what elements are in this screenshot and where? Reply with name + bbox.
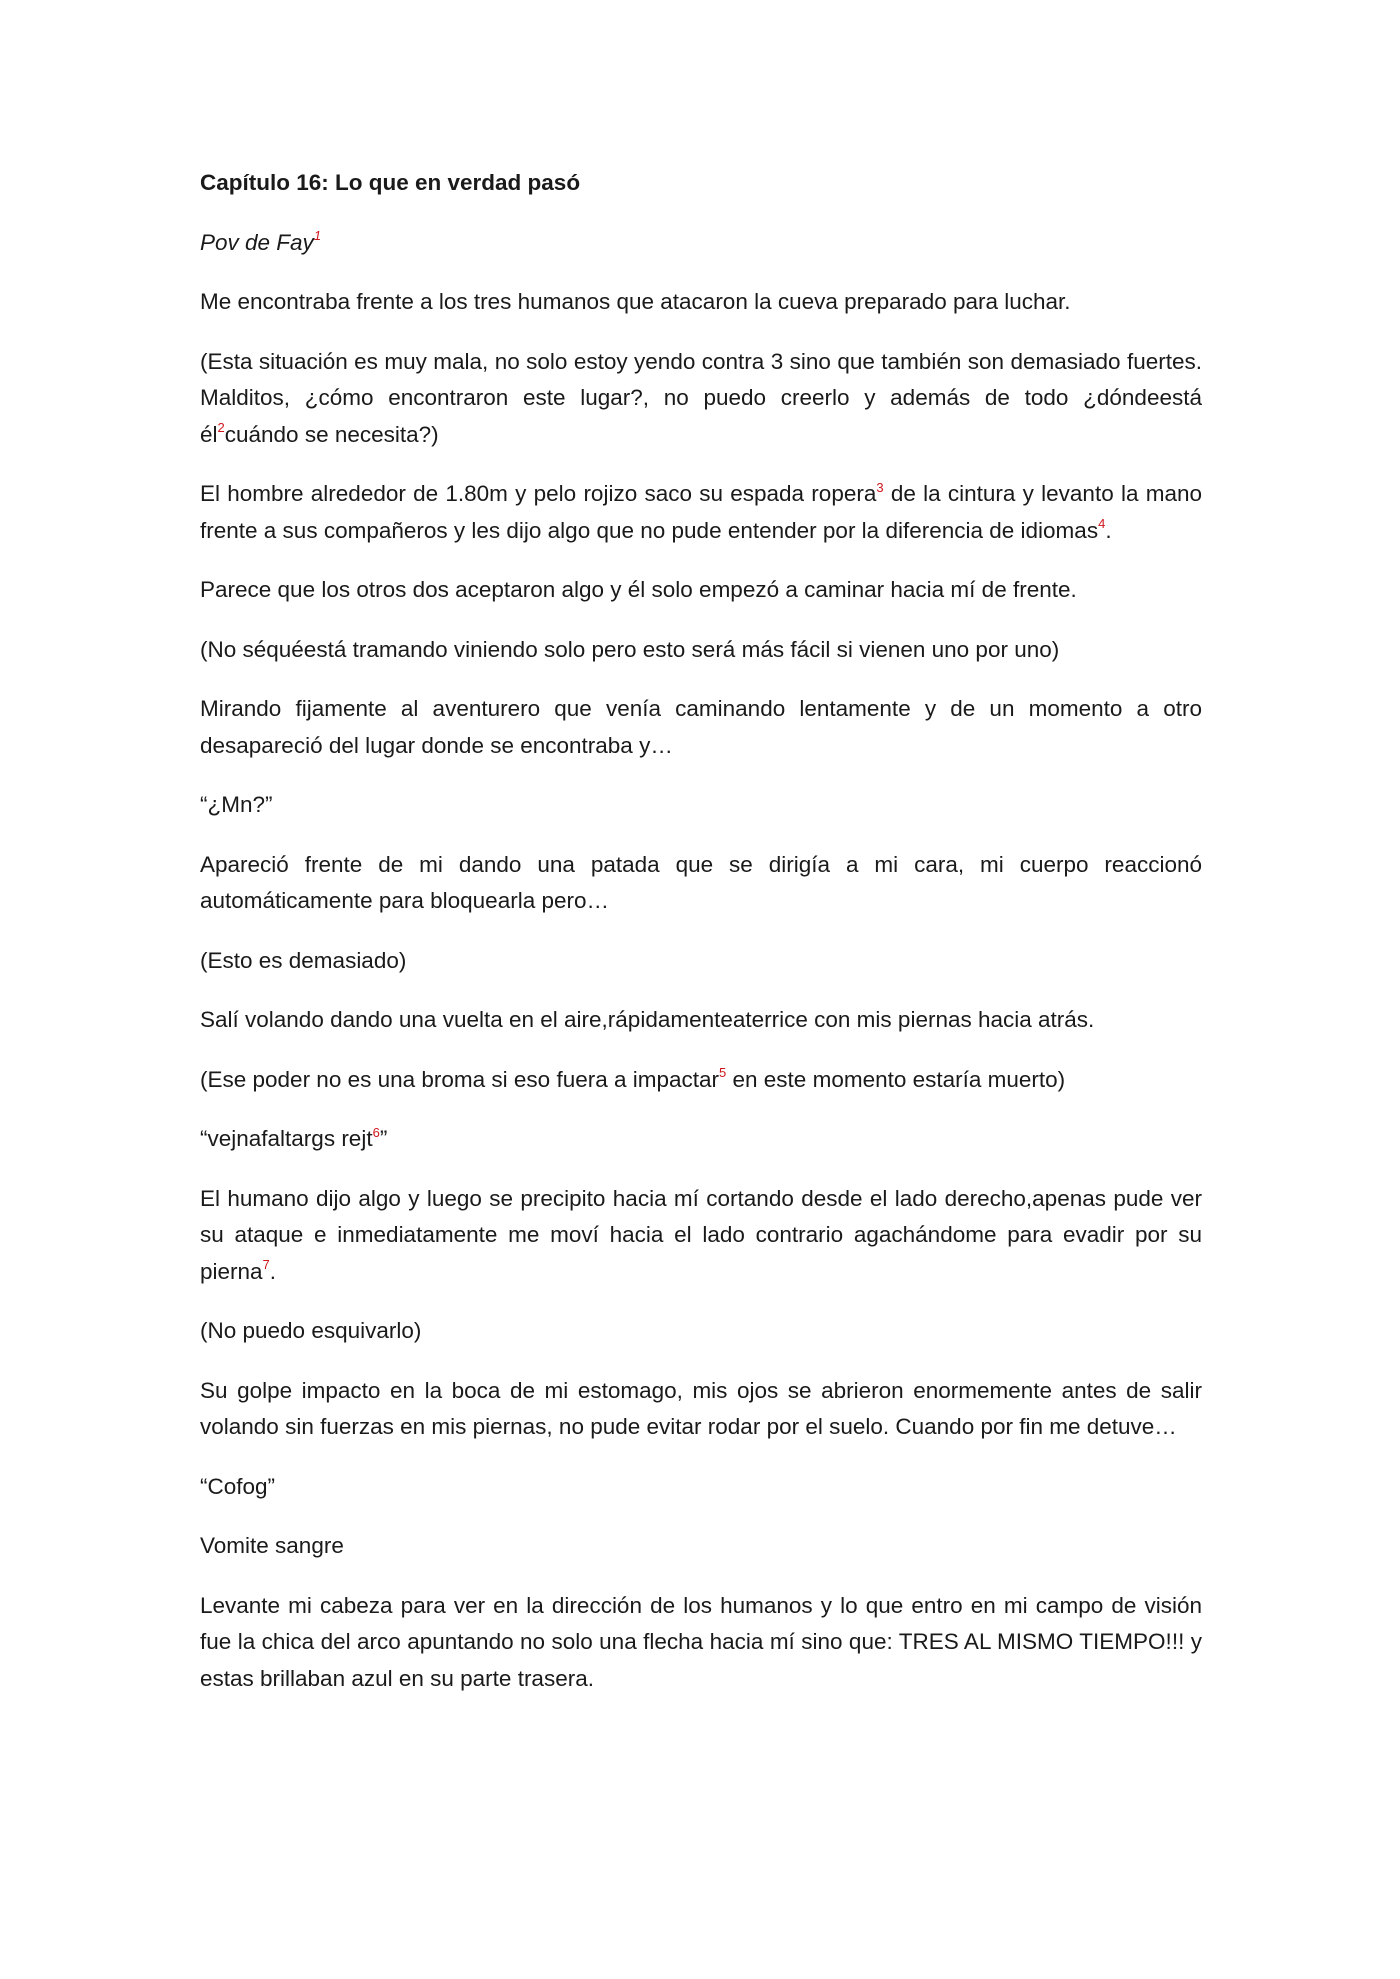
paragraph-6: Mirando fijamente al aventurero que venía caminando lentamente y de un momento a otro desapareció del lugar donde se encontraba y…	[200, 696, 1202, 758]
paragraph-text: .	[1105, 517, 1112, 543]
paragraph-7: “¿Mn?”	[200, 792, 273, 817]
paragraph-15: Su golpe impacto en la boca de mi estomago, mis ojos se abrieron enormemente antes de salir volando sin fuerzas en mis piernas, no pude evitar rodar por el suelo. Cuando por fin me detuve…	[200, 1377, 1202, 1439]
paragraph-17: Vomite sangre	[200, 1533, 344, 1558]
paragraph-16: “Cofog”	[200, 1473, 276, 1499]
paragraph-11	[200, 1062, 1202, 1099]
paragraph-text: (Ese poder no es una broma si eso fuera a impactar	[200, 1066, 720, 1092]
paragraph-text: (Esta situación es muy mala, no solo estoy yendo contra 3 sino que también son demasiado fuertes. Malditos, ¿cómo encontraron este lugar?, no puedo creerlo y además de todo ¿dóndeestá él	[200, 348, 1202, 447]
paragraph-text: El hombre alrededor de 1.80m y pelo rojizo saco su espada ropera	[200, 481, 877, 506]
paragraph-10: Salí volando dando una vuelta en el aire,rápidamenteaterrice con mis piernas hacia atrás.	[200, 1007, 1095, 1032]
footnote-marker[interactable]: 2	[217, 420, 225, 435]
paragraph-text: cuándo se necesita?)	[224, 421, 439, 447]
document-page	[200, 165, 1202, 1720]
paragraph-1: Me encontraba frente a los tres humanos que atacaron la cueva preparado para luchar.	[200, 289, 1071, 314]
paragraph-2	[200, 344, 1202, 454]
pov-heading	[200, 225, 1202, 262]
paragraph-3	[200, 476, 1202, 549]
pov-text: Pov de Fay	[200, 229, 314, 255]
paragraph-5: (No séquéestá tramando viniendo solo pero esto será más fácil si vienen uno por uno)	[200, 636, 1060, 662]
paragraph-text: ”	[379, 1126, 388, 1151]
footnote-marker[interactable]: 5	[719, 1065, 727, 1080]
footnote-marker[interactable]: 6	[372, 1124, 380, 1140]
footnote-marker[interactable]: 1	[313, 228, 322, 243]
chapter-title: Capítulo 16: Lo que en verdad pasó	[200, 170, 581, 195]
paragraph-text: de la cintura y levanto la mano frente a sus compañeros y les dijo algo que no pude entender por la diferencia de idiomas	[200, 481, 1202, 543]
paragraph-18: Levante mi cabeza para ver en la dirección de los humanos y lo que entro en mi campo de visión fue la chica del arco apuntando no solo una flecha hacia mí sino que: TRES AL MISMO TIEMPO!!! y estas brillaban azul en su parte trasera.	[200, 1592, 1202, 1691]
footnote-marker[interactable]: 7	[262, 1257, 270, 1272]
paragraph-text: .	[269, 1258, 277, 1284]
paragraph-14: (No puedo esquivarlo)	[200, 1318, 422, 1343]
paragraph-12	[200, 1121, 1202, 1158]
paragraph-text: El humano dijo algo y luego se precipito hacia mí cortando desde el lado derecho,apenas pude ver su ataque e inmediatamente me moví hacia el lado contrario agachándome para evadir por su pierna	[200, 1185, 1202, 1284]
paragraph-text: “vejnafaltargs rejt	[200, 1126, 373, 1151]
paragraph-4: Parece que los otros dos aceptaron algo y él solo empezó a caminar hacia mí de frente.	[200, 577, 1077, 602]
paragraph-8: Apareció frente de mi dando una patada que se dirigía a mi cara, mi cuerpo reaccionó automáticamente para bloquearla pero…	[200, 851, 1202, 913]
paragraph-text: en este momento estaría muerto)	[726, 1066, 1066, 1092]
paragraph-9: (Esto es demasiado)	[200, 947, 407, 973]
footnote-marker[interactable]: 4	[1098, 516, 1106, 531]
paragraph-13	[200, 1181, 1202, 1291]
footnote-marker[interactable]: 3	[876, 479, 884, 495]
